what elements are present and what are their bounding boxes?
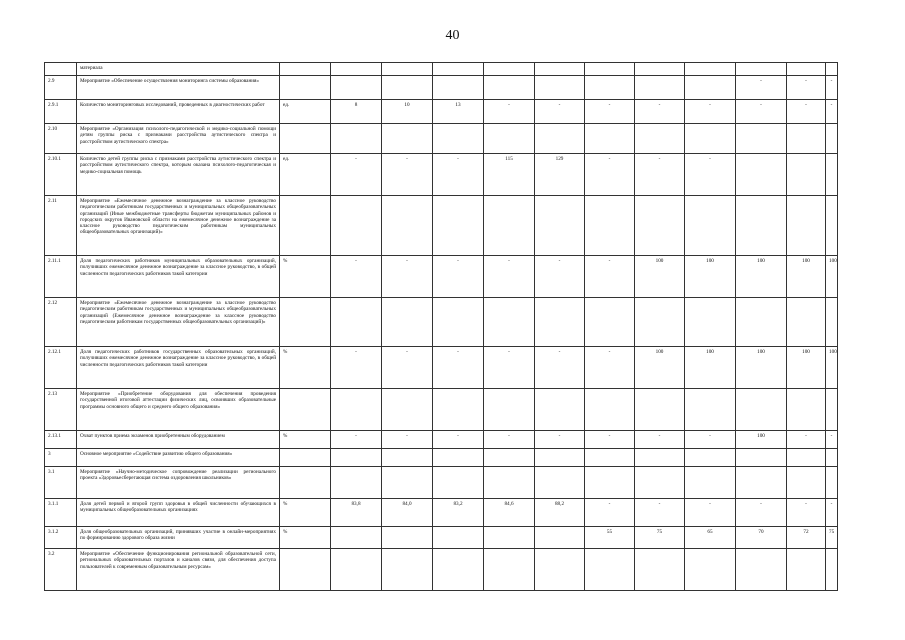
value-cell [382, 63, 433, 76]
unit-cell: % [280, 527, 331, 549]
value-cell [331, 63, 382, 76]
unit-cell: % [280, 431, 331, 449]
value-cell [433, 467, 484, 499]
value-cell [736, 389, 787, 431]
table-row [45, 467, 838, 499]
value-cell [484, 76, 535, 100]
value-cell: 100 [826, 256, 838, 298]
unit-cell [280, 196, 331, 256]
value-cell [685, 196, 736, 256]
value-cell [433, 76, 484, 100]
description-cell: Мероприятие «Приобретение оборудования для обеспечения проведения государственной итоговой аттестации физических лиц, освоивших образовательные программы основного общего и среднего общего образования» [77, 389, 280, 431]
value-cell [826, 196, 838, 256]
value-cell [787, 449, 826, 467]
value-cell: - [535, 256, 585, 298]
row-number-cell: 2.11 [45, 196, 77, 256]
value-cell: - [382, 256, 433, 298]
row-number-cell: 3.1 [45, 467, 77, 499]
value-cell: 83,8 [331, 499, 382, 527]
value-cell: - [736, 100, 787, 124]
description-cell: Доля педагогических работников государственных образовательных организаций, получивших ежемесячное денежное вознаграждение за классное руководство, в общей численности педагогических работников такой категории [77, 347, 280, 389]
row-number-cell: 2.12.1 [45, 347, 77, 389]
value-cell [826, 124, 838, 154]
value-cell: - [585, 431, 635, 449]
table-row [45, 76, 838, 100]
value-cell: 10 [382, 100, 433, 124]
unit-cell [280, 389, 331, 431]
value-cell: - [433, 256, 484, 298]
value-cell: 100 [736, 347, 787, 389]
value-cell [685, 449, 736, 467]
value-cell [736, 449, 787, 467]
value-cell [484, 449, 535, 467]
description-cell: Количество детей группы риска с признаками расстройства аутистического спектра и расстройством аутистического спектра, которым оказана психолого-педагогическая и медико-социальная помощь [77, 154, 280, 196]
value-cell: - [736, 499, 787, 527]
value-cell [826, 549, 838, 591]
value-cell [535, 63, 585, 76]
value-cell [685, 549, 736, 591]
value-cell [585, 549, 635, 591]
value-cell: - [331, 256, 382, 298]
value-cell [585, 196, 635, 256]
value-cell [826, 63, 838, 76]
unit-cell: % [280, 347, 331, 389]
value-cell [826, 154, 838, 196]
value-cell [787, 63, 826, 76]
value-cell [331, 298, 382, 347]
unit-cell [280, 76, 331, 100]
value-cell: - [685, 499, 736, 527]
unit-cell [280, 124, 331, 154]
description-cell: Мероприятие «Обеспечение функционирования региональной образовательной сети, региональных образовательных порталов и каналов связи, для обеспечения доступа пользователей к современным образовательным ресурсам» [77, 549, 280, 591]
value-cell: 72 [787, 527, 826, 549]
value-cell [685, 63, 736, 76]
value-cell [433, 549, 484, 591]
value-cell: - [787, 499, 826, 527]
row-number-cell: 2.9 [45, 76, 77, 100]
value-cell: - [484, 100, 535, 124]
value-cell [382, 76, 433, 100]
value-cell [382, 196, 433, 256]
value-cell: - [685, 431, 736, 449]
value-cell [787, 298, 826, 347]
table-row [45, 527, 838, 549]
value-cell [331, 549, 382, 591]
unit-cell: % [280, 256, 331, 298]
unit-cell [280, 549, 331, 591]
value-cell: - [433, 154, 484, 196]
value-cell: - [826, 499, 838, 527]
value-cell: - [331, 154, 382, 196]
value-cell: 75 [635, 527, 685, 549]
row-number-cell: 2.11.1 [45, 256, 77, 298]
value-cell [535, 298, 585, 347]
value-cell: - [635, 431, 685, 449]
value-cell [382, 298, 433, 347]
value-cell [736, 63, 787, 76]
value-cell [382, 389, 433, 431]
value-cell: 100 [635, 347, 685, 389]
value-cell [826, 449, 838, 467]
row-number-cell: 3.1.2 [45, 527, 77, 549]
value-cell [535, 449, 585, 467]
unit-cell [280, 298, 331, 347]
value-cell [685, 467, 736, 499]
table-row [45, 549, 838, 591]
value-cell [736, 124, 787, 154]
value-cell [736, 467, 787, 499]
value-cell [585, 63, 635, 76]
value-cell [635, 389, 685, 431]
value-cell [535, 527, 585, 549]
value-cell: 100 [685, 256, 736, 298]
value-cell [382, 449, 433, 467]
row-number-cell: 3.2 [45, 549, 77, 591]
row-number-cell: 2.9.1 [45, 100, 77, 124]
value-cell: - [585, 154, 635, 196]
description-cell: Мероприятие «Организация психолого-педагогической и медико-социальной помощи детям группы риска с признаками расстройства аутистического спектра и расстройством аутистического спектра» [77, 124, 280, 154]
value-cell [433, 389, 484, 431]
value-cell [331, 124, 382, 154]
unit-cell: % [280, 499, 331, 527]
value-cell: 100 [826, 347, 838, 389]
value-cell [535, 196, 585, 256]
value-cell [635, 298, 685, 347]
value-cell: 100 [685, 347, 736, 389]
value-cell: - [787, 100, 826, 124]
value-cell [331, 527, 382, 549]
value-cell [433, 63, 484, 76]
row-number-cell [45, 63, 77, 76]
value-cell [382, 124, 433, 154]
value-cell: - [787, 431, 826, 449]
value-cell [787, 154, 826, 196]
value-cell [826, 389, 838, 431]
value-cell [535, 549, 585, 591]
description-cell: Мероприятие «Обеспечение осуществления мониторинга системы образования» [77, 76, 280, 100]
description-cell: Количество мониторинговых исследований, проведенных в диагностических работ [77, 100, 280, 124]
value-cell [331, 467, 382, 499]
value-cell [433, 196, 484, 256]
value-cell [331, 449, 382, 467]
value-cell [535, 76, 585, 100]
unit-cell [280, 449, 331, 467]
value-cell [331, 196, 382, 256]
value-cell [382, 527, 433, 549]
value-cell: - [685, 154, 736, 196]
table-row [45, 389, 838, 431]
value-cell [535, 124, 585, 154]
value-cell: 65 [685, 527, 736, 549]
unit-cell: ед. [280, 100, 331, 124]
value-cell [585, 124, 635, 154]
description-cell: Доля педагогических работников муниципальных образовательных организаций, получивших ежемесячное денежное вознаграждение за классное руководство, в общей численности педагогических работников такой категории [77, 256, 280, 298]
indicators-table [44, 62, 838, 591]
value-cell: - [585, 100, 635, 124]
value-cell [433, 527, 484, 549]
value-cell [585, 298, 635, 347]
value-cell: - [433, 431, 484, 449]
value-cell [685, 389, 736, 431]
table-row [45, 196, 838, 256]
value-cell: 55 [585, 527, 635, 549]
value-cell: 115 [484, 154, 535, 196]
row-number-cell: 2.12 [45, 298, 77, 347]
value-cell [736, 196, 787, 256]
value-cell: - [382, 347, 433, 389]
value-cell [635, 76, 685, 100]
value-cell: 84,0 [382, 499, 433, 527]
value-cell [635, 63, 685, 76]
table-row [45, 298, 838, 347]
value-cell [635, 449, 685, 467]
value-cell: - [736, 76, 787, 100]
value-cell: - [585, 256, 635, 298]
value-cell [787, 467, 826, 499]
value-cell [585, 449, 635, 467]
value-cell: 100 [787, 347, 826, 389]
value-cell [635, 196, 685, 256]
value-cell: - [484, 431, 535, 449]
row-number-cell: 2.10.1 [45, 154, 77, 196]
value-cell: - [382, 154, 433, 196]
table-body [45, 63, 838, 591]
table-row [45, 449, 838, 467]
page-number: 40 [445, 28, 460, 43]
value-cell: 88,2 [535, 499, 585, 527]
value-cell: 75 [826, 527, 838, 549]
value-cell [736, 298, 787, 347]
description-cell: Доля детей первой и второй групп здоровья в общей численности обучающихся в муниципальных общеобразовательных организациях [77, 499, 280, 527]
value-cell: 13 [433, 100, 484, 124]
value-cell: - [331, 347, 382, 389]
description-cell: Основное мероприятие «Содействие развитию общего образования» [77, 449, 280, 467]
value-cell: - [826, 76, 838, 100]
value-cell [484, 527, 535, 549]
value-cell: - [826, 431, 838, 449]
description-cell: материала [77, 63, 280, 76]
value-cell [826, 298, 838, 347]
value-cell: - [331, 431, 382, 449]
value-cell: - [535, 347, 585, 389]
value-cell [585, 467, 635, 499]
value-cell [382, 467, 433, 499]
value-cell [787, 196, 826, 256]
value-cell [331, 389, 382, 431]
value-cell [685, 298, 736, 347]
description-cell: Охват пунктов приема экзаменов приобретенным оборудованием [77, 431, 280, 449]
value-cell [685, 76, 736, 100]
table-row [45, 154, 838, 196]
table-row [45, 100, 838, 124]
table-row [45, 499, 838, 527]
value-cell: - [635, 154, 685, 196]
value-cell: - [484, 256, 535, 298]
value-cell: - [535, 100, 585, 124]
value-cell [787, 549, 826, 591]
table-row [45, 124, 838, 154]
value-cell: 100 [736, 256, 787, 298]
row-number-cell: 3 [45, 449, 77, 467]
unit-cell: ед. [280, 154, 331, 196]
unit-cell [280, 63, 331, 76]
value-cell: 84,6 [484, 499, 535, 527]
value-cell [635, 549, 685, 591]
value-cell [433, 124, 484, 154]
value-cell [382, 549, 433, 591]
value-cell [535, 467, 585, 499]
value-cell: - [484, 347, 535, 389]
table-row [45, 431, 838, 449]
value-cell [484, 124, 535, 154]
value-cell: - [535, 431, 585, 449]
description-cell: Мероприятие «Ежемесячное денежное вознаграждение за классное руководство педагогическим работникам государственных и муниципальных общеобразовательных организаций (Ежемесячное денежное вознаграждение за классное руководство педагогическим работникам государственных общеобразовательных организаций)» [77, 298, 280, 347]
value-cell [635, 124, 685, 154]
value-cell [635, 467, 685, 499]
value-cell [484, 389, 535, 431]
value-cell [331, 76, 382, 100]
table-row [45, 347, 838, 389]
value-cell [433, 298, 484, 347]
value-cell: 70 [736, 527, 787, 549]
value-cell [484, 196, 535, 256]
row-number-cell: 2.10 [45, 124, 77, 154]
value-cell: 129 [535, 154, 585, 196]
description-cell: Мероприятие «Научно-методическое сопровождение реализации регионального проекта «Здоровьесберегающая система оздоровления школьников» [77, 467, 280, 499]
value-cell: - [585, 347, 635, 389]
value-cell: 100 [635, 256, 685, 298]
value-cell [736, 154, 787, 196]
value-cell: 100 [736, 431, 787, 449]
value-cell [787, 124, 826, 154]
value-cell: 8 [331, 100, 382, 124]
value-cell: - [635, 499, 685, 527]
value-cell: - [635, 100, 685, 124]
value-cell: - [826, 100, 838, 124]
value-cell [585, 76, 635, 100]
value-cell [484, 298, 535, 347]
description-cell: Мероприятие «Ежемесячное денежное вознаграждение за классное руководство педагогическим работникам государственных и муниципальных общеобразовательных организаций (Иные межбюджетные трансферты бюджетам муниципальных районов и городских округов Ивановской области на ежемесячное денежное вознаграждение за классное руководство педагогическим работникам муниципальных общеобразовательных организаций)» [77, 196, 280, 256]
row-number-cell: 3.1.1 [45, 499, 77, 527]
value-cell: 100 [787, 256, 826, 298]
value-cell: - [382, 431, 433, 449]
row-number-cell: 2.13.1 [45, 431, 77, 449]
value-cell [484, 63, 535, 76]
value-cell [535, 389, 585, 431]
row-number-cell: 2.13 [45, 389, 77, 431]
value-cell [826, 467, 838, 499]
value-cell [484, 467, 535, 499]
table-row [45, 256, 838, 298]
value-cell [484, 549, 535, 591]
description-cell: Доля общеобразовательных организаций, принявших участие в онлайн-мероприятиях по формированию здорового образа жизни [77, 527, 280, 549]
value-cell [787, 389, 826, 431]
value-cell: - [685, 100, 736, 124]
value-cell [736, 549, 787, 591]
value-cell [433, 449, 484, 467]
value-cell: - [787, 76, 826, 100]
table-row [45, 63, 838, 76]
value-cell [685, 124, 736, 154]
unit-cell [280, 467, 331, 499]
value-cell: - [433, 347, 484, 389]
value-cell: - [585, 499, 635, 527]
value-cell [585, 389, 635, 431]
value-cell: 83,2 [433, 499, 484, 527]
